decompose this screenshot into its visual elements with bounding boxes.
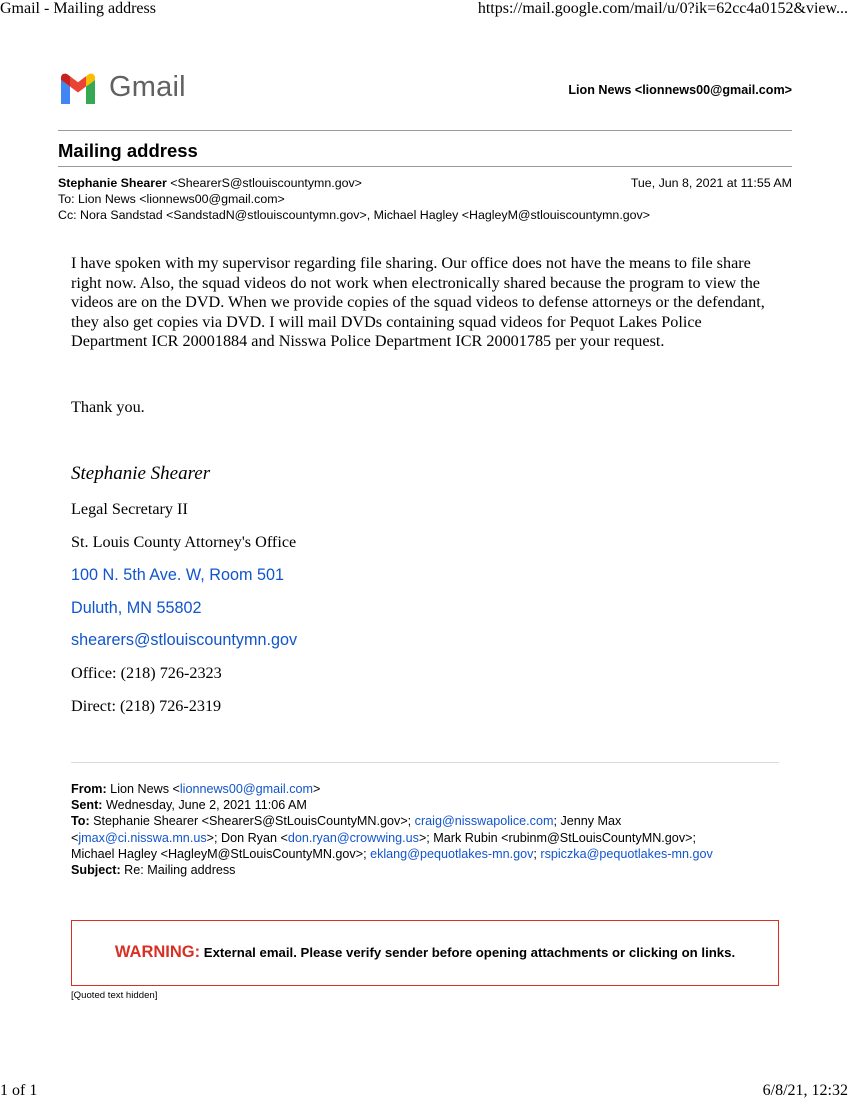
to-line: To: Lion News <lionnews00@gmail.com> — [58, 192, 285, 206]
forwarded-to-line3 — [71, 846, 783, 862]
sent-value: Wednesday, June 2, 2021 11:06 AM — [102, 798, 307, 813]
sender-line — [58, 175, 362, 191]
forwarded-from-line — [71, 781, 783, 797]
signature-office: St. Louis County Attorney's Office — [71, 533, 297, 551]
header-divider — [58, 130, 792, 131]
signature-direct-phone: Direct: (218) 726-2319 — [71, 697, 222, 715]
to-link-jmax[interactable]: jmax@ci.nisswa.mn.us — [78, 830, 207, 845]
email-subject: Mailing address — [58, 140, 198, 161]
print-page-title: Gmail - Mailing address — [0, 0, 156, 17]
subject-value: Re: Mailing address — [120, 863, 236, 878]
thank-you-text: Thank you. — [71, 398, 145, 416]
quoted-text-hidden[interactable]: [Quoted text hidden] — [71, 990, 158, 1001]
cc-line: Cc: Nora Sandstad <SandstadN@stlouiscountymn.gov>, Michael Hagley <HagleyM@stlouiscountymn.gov> — [58, 208, 650, 222]
subject-divider — [58, 166, 792, 167]
warning-text: External email. Please verify sender before opening attachments or clicking on links. — [200, 945, 736, 960]
signature-address-line1-link[interactable]: 100 N. 5th Ave. W, Room 501 — [71, 566, 284, 584]
to-part2: ; Jenny Max — [553, 814, 622, 829]
signature-name: Stephanie Shearer — [71, 463, 211, 484]
forwarded-subject-line — [71, 862, 783, 878]
warning-label: WARNING: — [114, 943, 201, 961]
signature-title: Legal Secretary II — [71, 500, 188, 518]
to-part3: < — [71, 830, 79, 845]
from-email-link[interactable]: lionnews00@gmail.com — [179, 782, 314, 796]
print-datetime: 6/8/21, 12:32 — [762, 1082, 848, 1099]
to-part5: >; Mark Rubin <rubinm@StLouisCountyMN.gov>; — [418, 830, 696, 845]
to-part1: Stephanie Shearer <ShearerS@StLouisCountyMN.gov>; — [89, 814, 415, 829]
from-label: From: — [71, 782, 107, 796]
email-body-paragraph: I have spoken with my supervisor regarding file sharing. Our office does not have the means to file share right now. Also, the squad videos do not work when electronically shared because the program to view the videos are on the DVD. When we provide copies of the squad videos to defense attorneys or the defendant, they also get copies via DVD. I will mail DVDs containing squad videos for Pequot Lakes Police Department ICR 20001884 and Nisswa Police Department ICR 20001785 per your request. — [71, 254, 765, 351]
external-warning-box — [71, 920, 779, 986]
sender-email: <ShearerS@stlouiscountymn.gov> — [170, 176, 362, 190]
signature-office-phone: Office: (218) 726-2323 — [71, 664, 222, 682]
forward-divider — [71, 762, 779, 763]
to-link-rspiczka[interactable]: rspiczka@pequotlakes-mn.gov — [540, 846, 713, 861]
to-link-donryan[interactable]: don.ryan@crowwing.us — [287, 830, 419, 845]
to-link-eklang[interactable]: eklang@pequotlakes-mn.gov — [370, 846, 534, 861]
forwarded-header-block — [71, 781, 783, 878]
to-label: To: — [71, 814, 90, 829]
gmail-logo-text: Gmail — [109, 71, 186, 103]
signature-address-line2-link[interactable]: Duluth, MN 55802 — [71, 599, 202, 617]
email-date: Tue, Jun 8, 2021 at 11:55 AM — [630, 176, 792, 190]
warning-line — [72, 943, 778, 962]
from-close: > — [313, 782, 321, 796]
sender-name: Stephanie Shearer — [58, 176, 167, 190]
gmail-logo-icon — [58, 73, 98, 105]
forwarded-sent-line — [71, 797, 783, 813]
to-part6: Michael Hagley <HagleyM@StLouisCountyMN.gov>; — [71, 846, 371, 861]
to-part7: ; — [533, 846, 541, 861]
to-link-craig[interactable]: craig@nisswapolice.com — [414, 814, 554, 829]
print-page-count: 1 of 1 — [0, 1082, 38, 1099]
from-name: Lion News < — [106, 782, 180, 796]
subject-label: Subject: — [71, 863, 121, 878]
to-part4: >; Don Ryan < — [206, 830, 288, 845]
print-url: https://mail.google.com/mail/u/0?ik=62cc4a0152&view... — [477, 0, 848, 17]
forwarded-to-line2 — [71, 830, 783, 846]
sent-label: Sent: — [71, 798, 103, 813]
account-label: Lion News <lionnews00@gmail.com> — [568, 83, 792, 97]
forwarded-to-line1 — [71, 813, 783, 829]
signature-email-link[interactable]: shearers@stlouiscountymn.gov — [71, 631, 298, 649]
